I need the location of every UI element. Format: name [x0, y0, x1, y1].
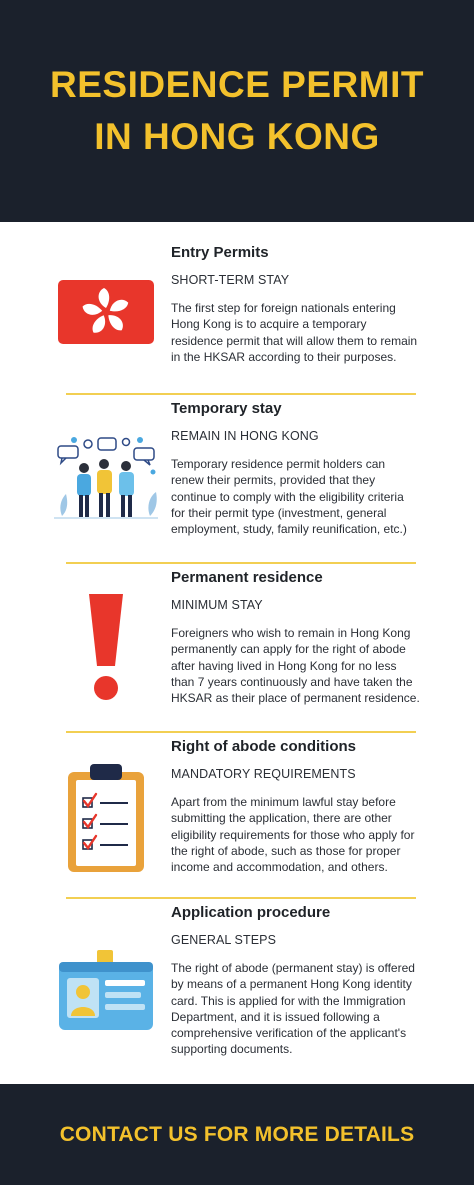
section-title: Permanent residence [171, 569, 323, 586]
section-text [171, 243, 421, 365]
hong-kong-flag-icon [58, 280, 154, 344]
contact-us-cta[interactable]: CONTACT US FOR MORE DETAILS [59, 1122, 415, 1146]
section-subtitle: REMAIN IN HONG KONG [171, 429, 319, 443]
divider [66, 562, 416, 564]
section-body: Foreigners who wish to remain in Hong Kong permanently can apply for the right of abode after having lived in Hong Kong for no less than 7 years continuously and have taken the HKSAR as their place of permanent residence. [171, 626, 420, 706]
section-subtitle: GENERAL STEPS [171, 933, 277, 947]
section-text [171, 737, 421, 875]
section-text [171, 568, 421, 706]
section-body: Temporary residence permit holders can renew their permits, provided that they continue to comply with the eligibility criteria for their permit type (investment, general employment, study, family reunification, etc.) [171, 457, 407, 537]
section-subtitle: MANDATORY REQUIREMENTS [171, 767, 356, 781]
section-body: The first step for foreign nationals entering Hong Kong is to acquire a temporary residence permit that will allow them to remain in the HKSAR according to their purposes. [171, 301, 418, 364]
section-body: The right of abode (permanent stay) is offered by means of a permanent Hong Kong identity card. This is applied for with the Immigration Department, and it is issued following a comprehensive verification of the applicant's supporting documents. [171, 961, 415, 1057]
header-banner [0, 0, 474, 222]
section-title: Application procedure [171, 904, 331, 921]
divider [66, 731, 416, 733]
section-body: Apart from the minimum lawful stay before submitting the application, there are other eligibility requirements for those who apply for the right of abode, such as those for proper income and accommodation, and others. [171, 795, 415, 875]
section-subtitle: SHORT-TERM STAY [171, 273, 290, 287]
checklist-clipboard-icon [66, 764, 146, 874]
divider [66, 393, 416, 395]
people-discussion-icon [52, 432, 160, 522]
section-title: Right of abode conditions [171, 738, 356, 755]
exclamation-icon [85, 592, 127, 704]
section-title: Entry Permits [171, 244, 269, 261]
section-text [171, 903, 421, 1058]
section-subtitle: MINIMUM STAY [171, 598, 263, 612]
page-title: RESIDENCE PERMIT IN HONG KONG [50, 64, 424, 157]
section-title: Temporary stay [171, 400, 282, 417]
id-card-icon [57, 950, 155, 1032]
divider [66, 897, 416, 899]
footer-banner [0, 1084, 474, 1185]
section-text [171, 399, 421, 537]
